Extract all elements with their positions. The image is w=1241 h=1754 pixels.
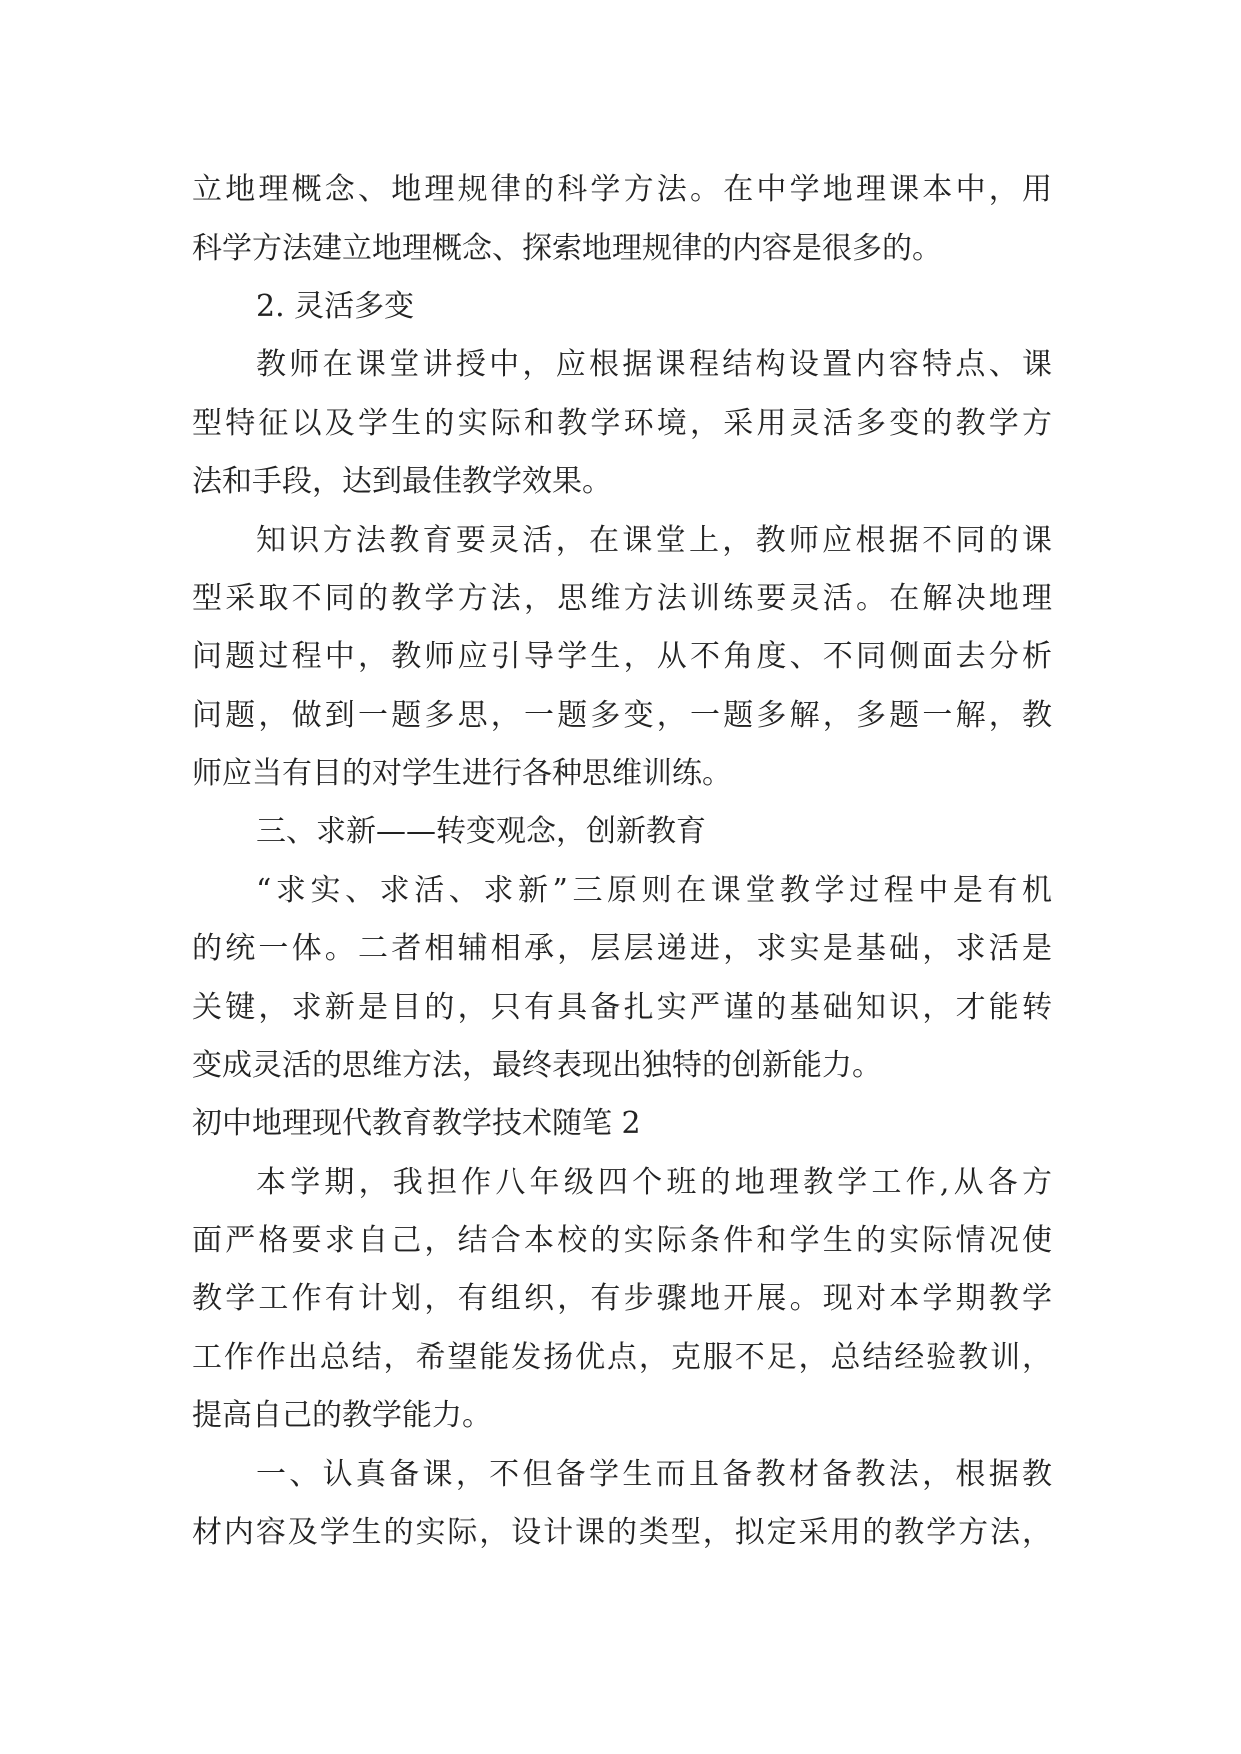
text-line: “求实、求活、求新”三原则在课堂教学过程中是有机	[256, 873, 1052, 908]
text-line: 师应当有目的对学生进行各种思维训练。	[192, 756, 732, 791]
text-line: 教学工作有计划，有组织，有步骤地开展。现对本学期教学	[192, 1281, 1052, 1316]
text-line: 问题，做到一题多思，一题多变，一题多解，多题一解，教	[192, 698, 1052, 733]
text-line: 型采取不同的教学方法，思维方法训练要灵活。在解决地理	[192, 581, 1052, 616]
text-line: 问题过程中，教师应引导学生，从不角度、不同侧面去分析	[192, 639, 1052, 674]
section-heading: 三、求新——转变观念，创新教育	[256, 814, 706, 849]
text-line: 一、认真备课，不但备学生而且备教材备教法，根据教	[256, 1457, 1052, 1492]
text-line: 材内容及学生的实际，设计课的类型，拟定采用的教学方法，	[192, 1515, 1052, 1550]
text-line: 工作作出总结，希望能发扬优点，克服不足，总结经验教训，	[192, 1340, 1052, 1375]
text-line: 科学方法建立地理概念、探索地理规律的内容是很多的。	[192, 231, 942, 266]
text-line: 知识方法教育要灵活，在课堂上，教师应根据不同的课	[256, 523, 1052, 558]
section-heading: 2. 灵活多变	[256, 289, 415, 324]
text-line: 变成灵活的思维方法，最终表现出独特的创新能力。	[192, 1048, 882, 1083]
text-line: 教师在课堂讲授中，应根据课程结构设置内容特点、课	[256, 347, 1052, 382]
text-line: 型特征以及学生的实际和教学环境，采用灵活多变的教学方	[192, 406, 1052, 441]
text-line: 关键，求新是目的，只有具备扎实严谨的基础知识，才能转	[192, 990, 1052, 1025]
text-line: 面严格要求自己，结合本校的实际条件和学生的实际情况使	[192, 1223, 1052, 1258]
text-line: 提高自己的教学能力。	[192, 1398, 492, 1433]
text-line: 法和手段，达到最佳教学效果。	[192, 464, 612, 499]
text-line: 本学期，我担作八年级四个班的地理教学工作,从各方	[256, 1165, 1052, 1200]
article-title: 初中地理现代教育教学技术随笔 2	[192, 1106, 641, 1141]
text-line: 的统一体。二者相辅相承，层层递进，求实是基础，求活是	[192, 931, 1052, 966]
text-line: 立地理概念、地理规律的科学方法。在中学地理课本中，用	[192, 172, 1052, 207]
